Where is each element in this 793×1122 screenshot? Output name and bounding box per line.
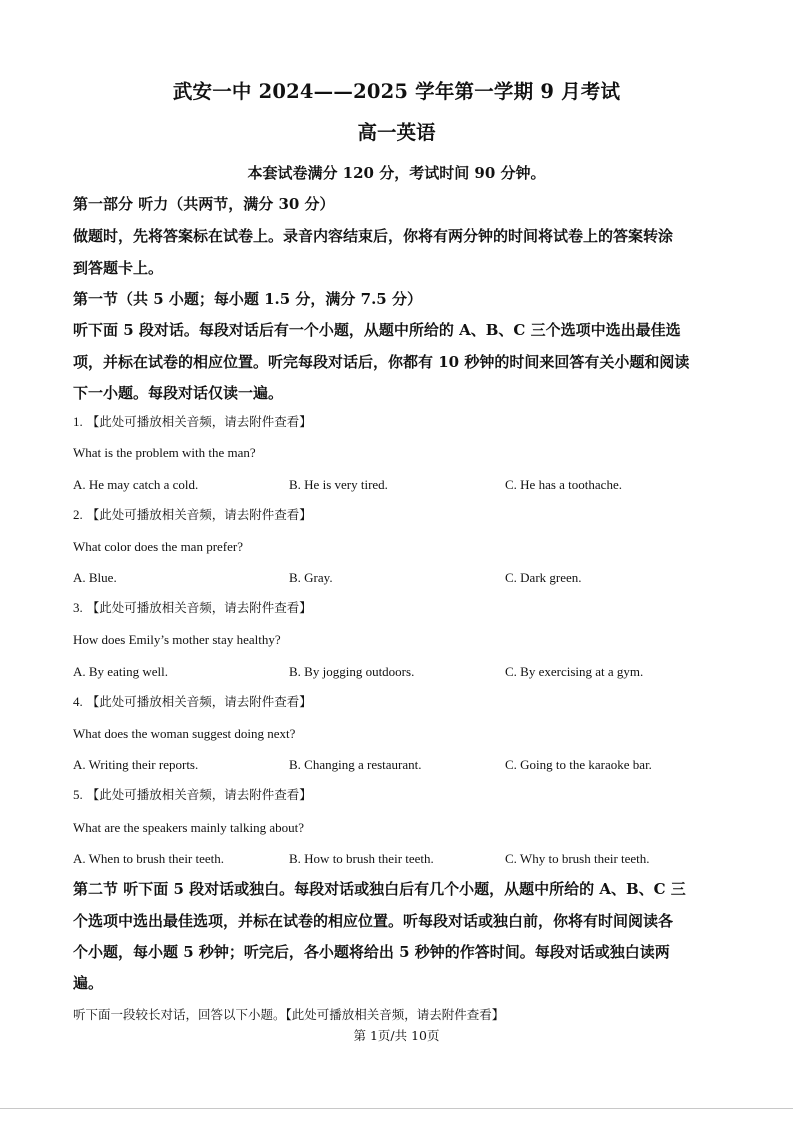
part1-heading: 第一部分 听力（共两节，满分 30 分） <box>73 195 335 213</box>
exam-subject: 高一英语 <box>357 121 436 144</box>
question-text: How does Emily’s mother stay healthy? <box>73 632 281 647</box>
question-number: 5. <box>73 787 83 802</box>
option-c: C. Going to the karaoke bar. <box>505 757 652 772</box>
section2-instruction: 第二节 听下面 5 段对话或独白。每段对话或独白后有几个小题，从题中所给的 A、B、C 三 <box>73 880 686 898</box>
exam-title: 武安一中 2024——2025 学年第一学期 9 月考试 <box>172 80 621 103</box>
question-text: What does the woman suggest doing next? <box>73 726 296 741</box>
question-audio-line <box>73 412 312 430</box>
question-audio-line <box>73 785 312 803</box>
section1-instruction: 项，并标在试卷的相应位置。听完每段对话后，你都有 10 秒钟的时间来回答有关小题和阅读 <box>73 353 690 371</box>
question-text: What are the speakers mainly talking about? <box>73 820 305 835</box>
option-c: C. Why to brush their teeth. <box>505 851 650 866</box>
question-audio-line <box>73 505 312 523</box>
option-a: A. When to brush their teeth. <box>73 851 225 866</box>
question-audio-line <box>73 598 312 616</box>
audio-note-link[interactable]: 【此处可播放相关音频，请去附件查看】 <box>86 507 312 522</box>
page-number: 第 1页/共 10页 <box>353 1028 440 1043</box>
part1-instruction: 做题时，先将答案标在试卷上。录音内容结束后，你将有两分钟的时间将试卷上的答案转涂 <box>73 227 674 245</box>
audio-note-link[interactable]: 【此处可播放相关音频，请去附件查看】 <box>86 694 312 709</box>
question-number: 1. <box>73 414 83 429</box>
option-b: B. He is very tired. <box>289 477 388 492</box>
option-b: B. Gray. <box>289 570 333 585</box>
exam-info: 本套试卷满分 120 分，考试时间 90 分钟。 <box>247 164 546 182</box>
section1-instruction: 听下面 5 段对话。每段对话后有一个小题，从题中所给的 A、B、C 三个选项中选出最佳选 <box>73 321 681 339</box>
section1-instruction: 下一小题。每段对话仅读一遍。 <box>73 384 284 402</box>
option-b: B. By jogging outdoors. <box>289 664 415 679</box>
option-b: B. Changing a restaurant. <box>289 757 422 772</box>
question-number: 3. <box>73 600 83 615</box>
part1-instruction: 到答题卡上。 <box>73 259 164 277</box>
question-audio-line <box>73 692 312 710</box>
question-number: 2. <box>73 507 83 522</box>
audio-note-link[interactable]: 【此处可播放相关音频，请去附件查看】 <box>86 787 312 802</box>
audio-note-link[interactable]: 【此处可播放相关音频，请去附件查看】 <box>86 414 312 429</box>
option-c: C. He has a toothache. <box>505 477 622 492</box>
page-divider <box>0 1108 793 1109</box>
option-a: A. By eating well. <box>73 664 168 679</box>
option-a: A. Blue. <box>73 570 117 585</box>
option-a: A. Writing their reports. <box>73 757 199 772</box>
section2-instruction: 个选项中选出最佳选项，并标在试卷的相应位置。听每段对话或独白前，你将有时间阅读各 <box>73 912 674 930</box>
audio-note-link[interactable]: 【此处可播放相关音频，请去附件查看】 <box>86 600 312 615</box>
option-c: C. By exercising at a gym. <box>505 664 644 679</box>
option-b: B. How to brush their teeth. <box>289 851 434 866</box>
question-text: What color does the man prefer? <box>73 539 244 554</box>
option-a: A. He may catch a cold. <box>73 477 199 492</box>
listen-note[interactable]: 听下面一段较长对话，回答以下小题。【此处可播放相关音频，请去附件查看】 <box>73 1007 505 1022</box>
section1-heading: 第一节（共 5 小题；每小题 1.5 分，满分 7.5 分） <box>73 290 422 308</box>
question-text: What is the problem with the man? <box>73 445 256 460</box>
option-c: C. Dark green. <box>505 570 582 585</box>
question-number: 4. <box>73 694 83 709</box>
section2-instruction: 遍。 <box>73 974 104 992</box>
section2-instruction: 个小题，每小题 5 秒钟；听完后，各小题将给出 5 秒钟的作答时间。每段对话或独白读两 <box>73 943 670 961</box>
